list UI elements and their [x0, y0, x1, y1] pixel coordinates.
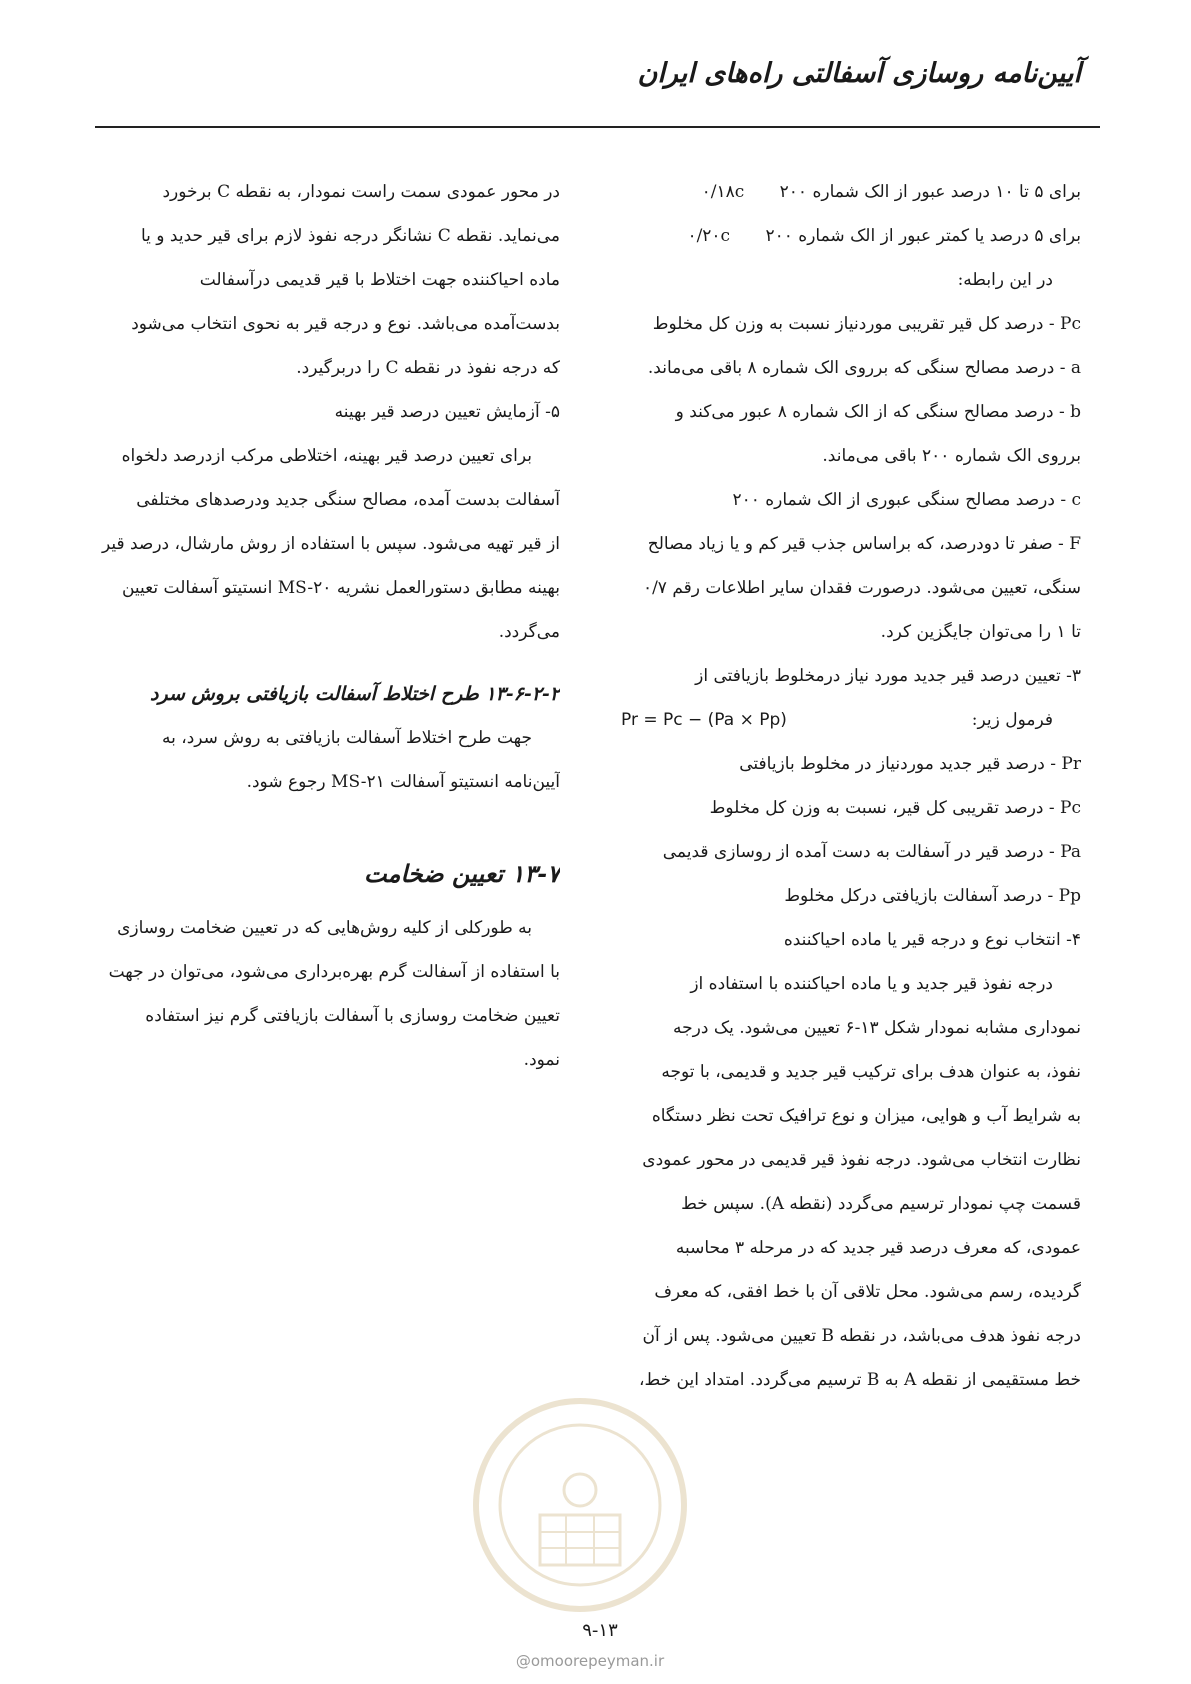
text-line: بدست‌آمده می‌باشد. نوع و درجه قیر به نحوی انتخاب می‌شود: [131, 314, 560, 334]
header-divider: [95, 126, 1100, 128]
formula: Pr = Pc − (Pa × Pp): [621, 710, 787, 730]
watermark-seal-icon: [470, 1395, 690, 1615]
formula-line: فرمول زیر: Pr = Pc − (Pa × Pp): [621, 698, 1081, 742]
text-line: که درجه نفوذ در نقطه C را دربرگیرد.: [296, 358, 560, 378]
text-line: برای تعیین درصد قیر بهینه، اختلاطی مرکب ازدرصد دلخواه: [121, 446, 532, 466]
text-line: از قیر تهیه می‌شود. سپس با استفاده از روش مارشال، درصد قیر: [101, 534, 560, 554]
definition-line: F - صفر تا دودرصد، که براساس جذب قیر کم و یا زیاد مصالح: [647, 534, 1081, 554]
text-line: نمود.: [523, 1050, 560, 1070]
text-line: آیین‌نامه انستیتو آسفالت MS-۲۱ رجوع شود.: [246, 772, 560, 792]
definition-line: Pc - درصد تقریبی کل قیر، نسبت به وزن کل مخلوط: [709, 798, 1081, 818]
section-heading: ۱۳-۶-۲-۲ طرح اختلاط آسفالت بازیافتی بروش سرد: [150, 683, 560, 705]
text-line: در این رابطه:: [957, 270, 1053, 290]
text-line: نظارت انتخاب می‌شود. درجه نفوذ قیر قدیمی در محور عمودی: [642, 1150, 1081, 1170]
step-title: ۳- تعیین درصد قیر جدید مورد نیاز درمخلوط بازیافتی از: [695, 666, 1081, 686]
text-line: در محور عمودی سمت راست نمودار، به نقطه C برخورد: [162, 182, 560, 202]
coefficient-value: ۰/۲۰c: [687, 226, 731, 246]
right-column: [621, 170, 1081, 1402]
definition-line: Pp - درصد آسفالت بازیافتی درکل مخلوط: [784, 886, 1081, 906]
text-line: قسمت چپ نمودار ترسیم می‌گردد (نقطه A). سپس خط: [681, 1194, 1081, 1214]
text-line: گردیده، رسم می‌شود. محل تلاقی آن با خط افقی، که معرف: [654, 1282, 1081, 1302]
text-line: درجه نفوذ هدف می‌باشد، در نقطه B تعیین می‌شود. پس از آن: [642, 1326, 1081, 1346]
page-title: آیین‌نامه روسازی آسفالتی راه‌های ایران: [637, 58, 1081, 89]
text-line: نفوذ، به عنوان هدف برای ترکیب قیر جدید و قدیمی، با توجه: [661, 1062, 1081, 1082]
step-title: ۴- انتخاب نوع و درجه قیر یا ماده احیاکننده: [783, 930, 1081, 950]
section-heading: ۱۳-۷ تعیین ضخامت: [364, 859, 560, 888]
definition-line: a - درصد مصالح سنگی که برروی الک شماره ۸ باقی می‌ماند.: [647, 358, 1081, 378]
text-line: تا ۱ را می‌توان جایگزین کرد.: [880, 622, 1081, 642]
text-line: با استفاده از آسفالت گرم بهره‌برداری می‌شود، می‌توان در جهت: [108, 962, 560, 982]
text-line: برای ۵ درصد یا کمتر عبور از الک شماره ۲۰۰ ۰/۲۰c: [621, 214, 1081, 258]
text-line: می‌گردد.: [498, 622, 560, 642]
text-line: تعیین ضخامت روسازی با آسفالت بازیافتی گرم نیز استفاده: [145, 1006, 560, 1026]
text-line: نموداری مشابه نمودار شکل ۱۳-۶ تعیین می‌شود. یک درجه: [673, 1018, 1081, 1038]
left-column: [95, 170, 560, 1082]
coefficient-value: ۰/۱۸c: [701, 182, 745, 202]
definition-line: Pr - درصد قیر جدید موردنیاز در مخلوط بازیافتی: [739, 754, 1081, 774]
definition-line: Pc - درصد کل قیر تقریبی موردنیاز نسبت به وزن کل مخلوط: [652, 314, 1081, 334]
text-line: ماده احیاکننده جهت اختلاط با قیر قدیمی درآسفالت: [199, 270, 560, 290]
text-line: خط مستقیمی از نقطه A به B ترسیم می‌گردد. امتداد این خط،: [639, 1370, 1081, 1390]
text-line: درجه نفوذ قیر جدید و یا ماده احیاکننده با استفاده از: [690, 974, 1053, 994]
page-number: ۹-۱۳: [582, 1620, 618, 1641]
definition-line: Pa - درصد قیر در آسفالت به دست آمده از روسازی قدیمی: [662, 842, 1081, 862]
text-line: جهت طرح اختلاط آسفالت بازیافتی به روش سرد، به: [162, 728, 532, 748]
text-line: می‌نماید. نقطه C نشانگر درجه نفوذ لازم برای قیر حدید و یا: [140, 226, 560, 246]
text-line: به شرایط آب و هوایی، میزان و نوع ترافیک تحت نظر دستگاه: [651, 1106, 1081, 1126]
text-line: به طورکلی از کلیه روش‌هایی که در تعیین ضخامت روسازی: [117, 918, 532, 938]
text-line: برای ۵ تا ۱۰ درصد عبور از الک شماره ۲۰۰ ۰/۱۸c: [621, 170, 1081, 214]
text-line: عمودی، که معرف درصد قیر جدید که در مرحله ۳ محاسبه: [675, 1238, 1081, 1258]
text-line: سنگی، تعیین می‌شود. درصورت فقدان سایر اطلاعات رقم ۰/۷: [642, 578, 1081, 598]
text-line: برروی الک شماره ۲۰۰ باقی می‌ماند.: [822, 446, 1081, 466]
definition-line: b - درصد مصالح سنگی که از الک شماره ۸ عبور می‌کند و: [675, 402, 1081, 422]
text-line: بهینه مطابق دستورالعمل نشریه MS-۲۰ انستیتو آسفالت تعیین: [121, 578, 560, 598]
watermark-text: @omoorepeyman.ir: [515, 1652, 665, 1670]
definition-line: c - درصد مصالح سنگی عبوری از الک شماره ۲۰۰: [732, 490, 1081, 510]
text-line: آسفالت بدست آمده، مصالح سنگی جدید ودرصدهای مختلفی: [136, 490, 560, 510]
step-title: ۵- آزمایش تعیین درصد قیر بهینه: [334, 402, 560, 422]
